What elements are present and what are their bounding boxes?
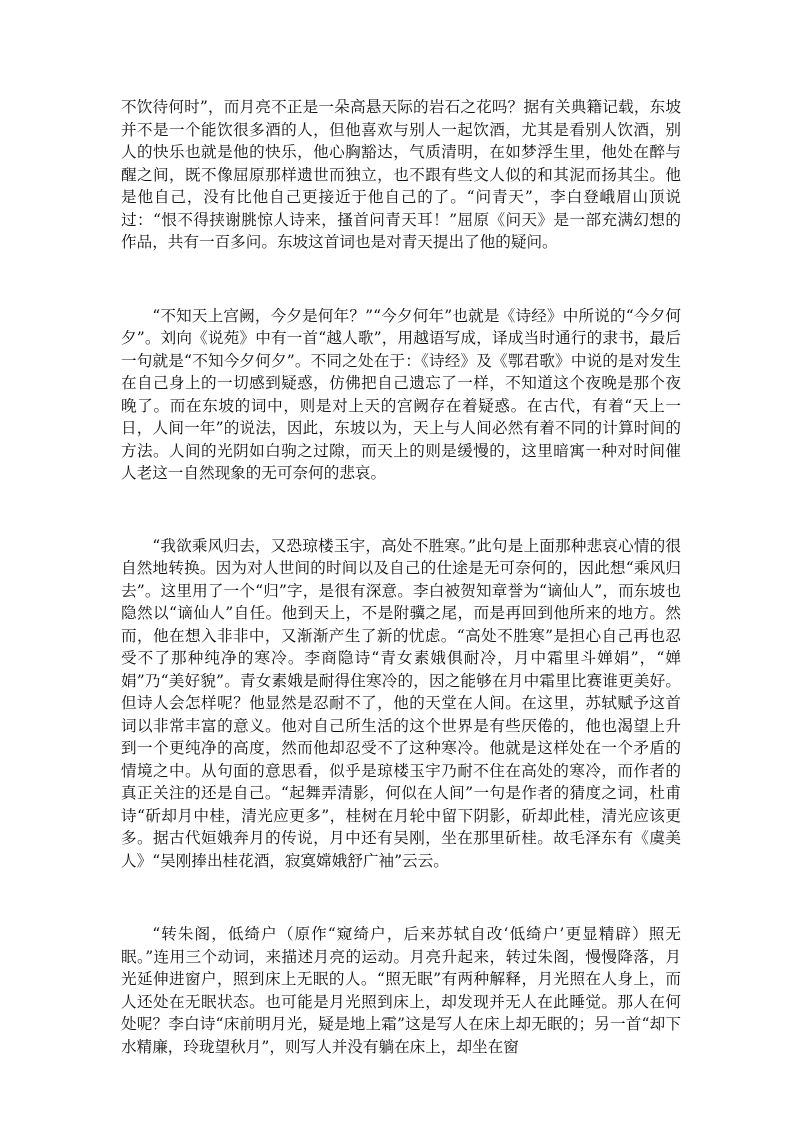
paragraph-4: “转朱阁，低绮户（原作“窥绮户，后来苏轼自改‘低绮户’更显精辟）照无眠。”连用三个动词，来描述月亮的运动。月亮升起来，转过朱阁，慢慢降落，月光延伸进窗户，照到床上无眠的人。“照无眠”有两种解释，月光照在人身上，而人还处在无眠状态。也可能是月光照到床上，却发现并无人在此睡觉。那人在何处呢？李白诗“床前明月光，疑是地上霜”这是写人在床上却无眠的；另一首“却下水精廉，玲珑望秋月”，则写人并没有躺在床上，却坐在窗: [121, 925, 681, 1056]
paragraph-2: “不知天上宫阙，今夕是何年？”“今夕何年”也就是《诗经》中所说的“今夕何夕”。刘向《说苑》中有一首“越人歌”，用越语写成，译成当时通行的隶书，最后一句就是“不知今夕何夕”。不同之处在于：《诗经》及《鄂君歌》中说的是对发生在自己身上的一切感到疑惑，仿佛把自己遗忘了一样，不知道这个夜晚是那个夜晚了。而在东坡的词中，则是对上天的宫阙存在着疑惑。在古代，有着“天上一日，人间一年”的说法，因此，东坡以为，天上与人间必然有着不同的计算时间的方法。人间的光阴如白驹之过隙，而天上的则是缓慢的，这里暗寓一种对时间催人老这一自然现象的无可奈何的悲哀。: [121, 306, 681, 482]
paragraph-3: “我欲乘风归去，又恐琼楼玉宇，高处不胜寒。”此句是上面那种悲哀心情的很自然地转换。因为对人世间的时间以及自己的仕途是无可奈何的，因此想“乘风归去”。这里用了一个“归”字，是很有深意。李白被贺知章誉为“谪仙人”，而东坡也隐然以“谪仙人”自任。他到天上，不是附骥之尾，而是再回到他所来的地方。然而，他在想入非非中，又渐渐产生了新的忧虑。“高处不胜寒”是担心自己再也忍受不了那种纯净的寒冷。李商隐诗“青女素娥俱耐冷，月中霜里斗婵娟”，“婵娟”乃“美好貌”。青女素娥是耐得住寒冷的，因之能够在月中霜里比赛谁更美好。但诗人会怎样呢？他显然是忍耐不了，他的天堂在人间。在这里，苏轼赋予这首词以非常丰富的意义。他对自己所生活的这个世界是有些厌倦的，他也渴望上升到一个更纯净的高度，然而他却忍受不了这种寒冷。他就是这样处在一个矛盾的情境之中。从句面的意思看，似乎是琼楼玉宇乃耐不住在高处的寒冷，而作者的真正关注的还是自己。“起舞弄清影，何似在人间”一句是作者的猜度之词，杜甫诗“斫却月中桂，清光应更多”，桂树在月轮中留下阴影，斫却此桂，清光应该更多。据古代姮娥奔月的传说，月中还有吴刚，坐在那里斫桂。故毛泽东有《虞美人》“吴刚捧出桂花酒，寂寞嫦娥舒广袖”云云。: [121, 536, 681, 870]
paragraph-1: 不饮待何时”，而月亮不正是一朵高悬天际的岩石之花吗？据有关典籍记载，东坡并不是一个能饮很多酒的人，但他喜欢与别人一起饮酒，尤其是看别人饮酒，别人的快乐也就是他的快乐，他心胸豁达，气质清明，在如梦浮生里，他处在醉与醒之间，既不像屈原那样遗世而独立，也不跟有些文人似的和其泥而扬其尘。他是他自己，没有比他自己更接近于他自己的了。“问青天”，李白登峨眉山顶说过：“恨不得挟谢朓惊人诗来，搔首问青天耳！”屈原《问天》是一部充满幻想的作品，共有一百多问。东坡这首词也是对青天提出了他的疑问。: [121, 98, 681, 251]
paragraph-spacer: [121, 485, 681, 535]
paragraph-spacer: [121, 872, 681, 923]
paragraph-spacer: [121, 254, 681, 305]
document-body: [121, 96, 681, 1058]
